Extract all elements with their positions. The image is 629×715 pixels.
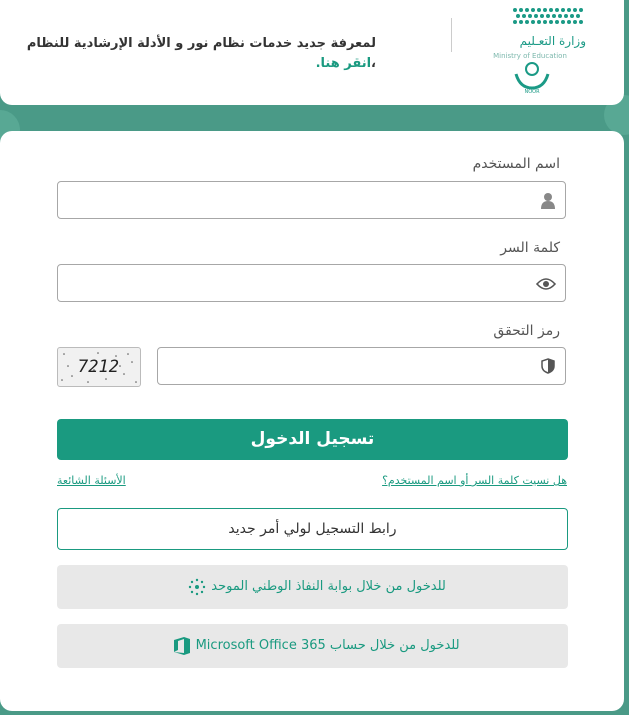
nafath-login-label: للدخول من خلال بوابة النفاذ الوطني الموحد [211,579,446,594]
password-field[interactable] [57,264,566,302]
username-label: اسم المستخدم [472,156,560,172]
captcha-image [57,347,141,387]
captcha-code: 7212 [78,357,119,377]
nafath-icon [187,577,207,597]
header-info-link[interactable]: انقر هنا. [315,56,372,71]
eye-icon[interactable] [536,277,556,291]
login-button[interactable]: تسجيل الدخول [57,419,568,460]
shield-icon [541,358,555,374]
ministry-logo [474,6,594,100]
username-field[interactable] [57,181,566,219]
faq-link[interactable]: الأسئلة الشائعة [57,474,126,487]
nafath-login-button[interactable] [57,565,568,609]
noor-label: NOOR [524,89,540,94]
captcha-label: رمز التحقق [493,323,560,339]
noor-logo-icon [512,62,552,94]
forgot-credentials-link[interactable]: هل نسيت كلمة السر أو اسم المستخدم؟ [382,474,567,487]
header-card [0,0,624,105]
user-icon [541,193,555,209]
guardian-register-button[interactable]: رابط التسجيل لولي أمر جديد [57,508,568,550]
ministry-dots-icon [512,6,584,32]
header-info [26,34,376,74]
login-card [0,131,624,711]
ministry-name-ar: وزارة التعـليم [519,34,586,48]
ministry-name-en: Ministry of Education [493,52,567,60]
header-divider [451,18,452,52]
captcha-field[interactable] [157,347,566,385]
office365-login-label: للدخول من خلال حساب Microsoft Office 365 [195,638,460,653]
header-info-text: لمعرفة جديد خدمات نظام نور و الأدلة الإرشادية للنظام ، [26,36,376,71]
office-icon [173,636,191,656]
password-label: كلمة السر [500,240,560,256]
office365-login-button[interactable] [57,624,568,668]
